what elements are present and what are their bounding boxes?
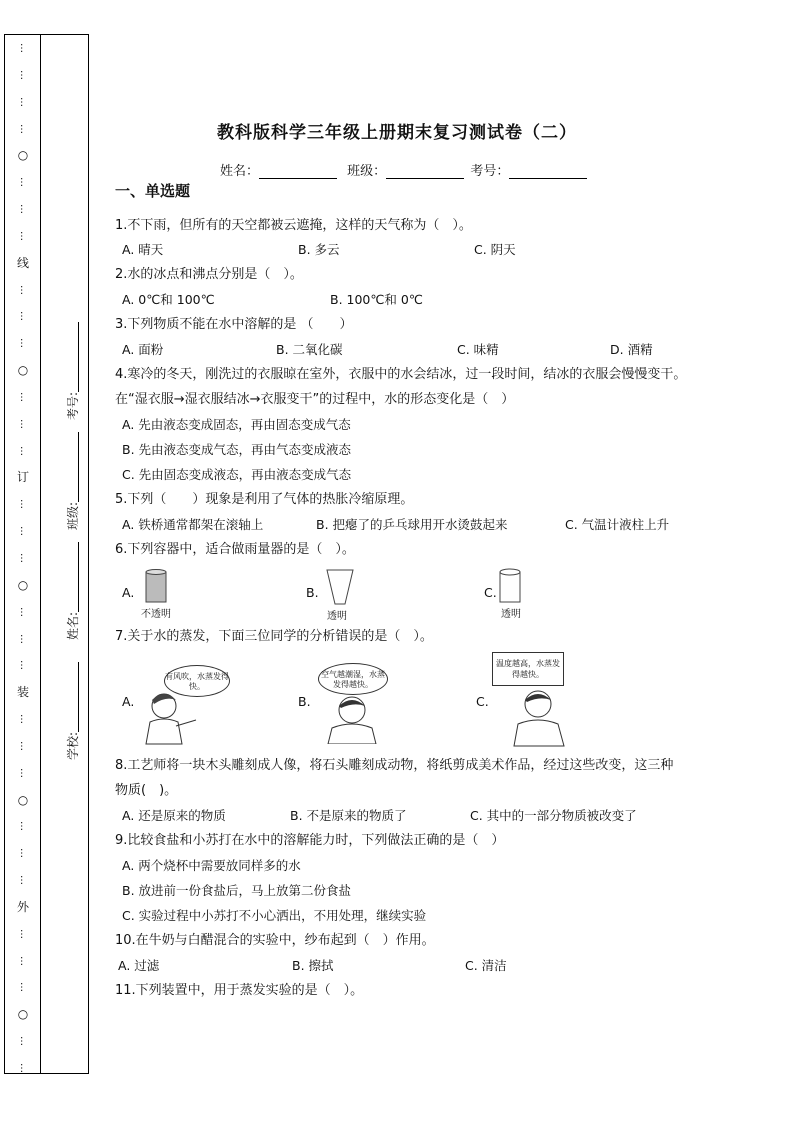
binder-mark-10: … [18,311,29,322]
binder-mark-30: … [18,848,29,859]
question-5-stem: 5.下列（ ）现象是利用了气体的热胀冷缩原理。 [115,492,414,507]
binding-margin-divider [40,34,41,1074]
binder-mark-32: 外 [16,899,29,914]
question-9-option-b[interactable]: B. 放进前一份食盐后，马上放第二份食盐 [122,883,352,898]
section-heading: 一、单选题 [115,182,191,200]
question-3-option-c[interactable]: C. 味精 [457,342,499,357]
binder-mark-14: … [18,418,29,429]
binder-mark-7: … [18,230,29,241]
binder-mark-27: … [18,767,29,778]
name-field[interactable] [259,164,337,179]
page-title: 教科版科学三年级上册期末复习测试卷（二） [217,123,577,143]
question-9-option-c[interactable]: C. 实验过程中小苏打不小心洒出，不用处理，继续实验 [122,908,427,923]
binder-mark-29: … [18,821,29,832]
binder-mark-23: … [18,660,29,671]
question-5-option-a[interactable]: A. 铁桥通常都架在滚轴上 [122,517,264,532]
question-6-option-b[interactable]: B. [306,585,319,600]
binder-mark-16: 订 [16,470,29,485]
binder-mark-19: … [18,553,29,563]
question-8-stem: 8.工艺师将一块木头雕刻成人像，将石头雕刻成动物，将纸剪成美术作品，经过这些改变，这三种 [115,758,674,773]
question-6-caption-b: 透明 [327,611,347,622]
question-6-caption-a: 不透明 [141,609,171,620]
question-1-option-c[interactable]: C. 阴天 [474,242,516,257]
question-7-stem: 7.关于水的蒸发，下面三位同学的分析错误的是（ ）。 [115,629,433,644]
binder-mark-24: 装 [16,685,29,700]
binder-mark-1: … [18,69,29,80]
question-8-stem-continued: 物质( )。 [115,783,178,798]
binder-mark-18: … [18,526,29,537]
question-10-stem: 10.在牛奶与白醋混合的实验中，纱布起到（ ）作用。 [115,933,435,948]
question-4-stem-continued: 在“湿衣服→湿衣服结冰→衣服变干”的过程中，水的形态变化是（ ） [115,392,515,407]
binder-mark-5: … [18,177,29,188]
question-7-option-c[interactable]: C. [476,694,489,709]
binder-mark-35: … [18,982,29,993]
question-9-option-a[interactable]: A. 两个烧杯中需要放同样多的水 [122,858,301,873]
binder-field-name: 姓名: [64,542,79,640]
binder-mark-34: … [18,955,29,966]
exam-no-field[interactable] [509,164,587,179]
binder-mark-13: … [18,391,29,402]
binder-mark-12: ○ [17,363,29,378]
binder-field-school: 学校: [64,662,79,760]
question-7-bubble-b: 空气越潮湿，水蒸发得越快。 [318,663,388,695]
question-3-option-a[interactable]: A. 面粉 [122,342,164,357]
binder-mark-11: … [18,338,29,349]
question-8-option-b[interactable]: B. 不是原来的物质了 [290,808,407,823]
exam-no-label: 考号： [470,164,510,179]
binder-mark-9: … [18,284,29,295]
binder-mark-17: … [18,499,29,510]
question-4-option-c[interactable]: C. 先由固态变成液态，再由液态变成气态 [122,467,352,482]
question-6-caption-c: 透明 [501,609,521,620]
question-6-cup-c-image [497,566,527,606]
question-6-option-a[interactable]: A. [122,585,135,600]
binder-mark-25: … [18,714,29,725]
binder-mark-21: … [18,606,29,617]
binder-mark-2: … [18,96,29,107]
question-6-option-c[interactable]: C. [484,585,497,600]
binder-mark-31: … [18,875,29,886]
question-10-option-c[interactable]: C. 清洁 [465,958,507,973]
binder-mark-36: ○ [17,1007,29,1022]
question-2-stem: 2.水的冰点和沸点分别是（ ）。 [115,267,303,282]
question-1-option-b[interactable]: B. 多云 [298,242,340,257]
question-10-option-b[interactable]: B. 擦拭 [292,958,334,973]
question-3-stem: 3.下列物质不能在水中溶解的是 （ ） [115,317,353,332]
binder-mark-28: ○ [17,792,29,807]
question-7-option-a[interactable]: A. [122,694,135,709]
question-7-student-c-image [504,686,578,748]
binder-mark-4: ○ [17,148,29,163]
binder-field-exam-no: 考号: [64,322,79,420]
binder-mark-37: … [18,1036,29,1047]
binder-mark-6: … [18,204,29,215]
question-9-stem: 9.比较食盐和小苏打在水中的溶解能力时，下列做法正确的是（ ） [115,833,505,848]
binder-field-class: 班级: [64,432,79,530]
binder-mark-15: … [18,445,29,456]
binder-mark-0: … [18,43,29,53]
binder-mark-8: 线 [16,255,29,270]
question-8-option-a[interactable]: A. 还是原来的物质 [122,808,226,823]
question-3-option-b[interactable]: B. 二氧化碳 [276,342,343,357]
class-field[interactable] [386,164,464,179]
question-5-option-b[interactable]: B. 把瘪了的乒乓球用开水烫鼓起来 [316,517,508,532]
question-6-cup-b-image [323,566,363,610]
question-5-option-c[interactable]: C. 气温计液柱上升 [565,517,670,532]
question-4-option-a[interactable]: A. 先由液态变成固态，再由固态变成气态 [122,417,351,432]
question-4-stem: 4.寒冷的冬天，刚洗过的衣服晾在室外，衣服中的水会结冰，过一段时间，结冰的衣服会慢慢变干。 [115,367,687,382]
question-10-option-a[interactable]: A. 过滤 [118,958,160,973]
question-2-option-a[interactable]: A. 0℃和 100℃ [122,292,215,307]
question-3-option-d[interactable]: D. 酒精 [610,342,653,357]
class-label: 班级： [347,164,387,179]
question-7-bubble-c: 温度越高，水蒸发得越快。 [492,652,564,686]
name-label: 姓名： [220,164,260,179]
binder-mark-33: … [18,928,29,939]
question-2-option-b[interactable]: B. 100℃和 0℃ [330,292,423,307]
question-4-option-b[interactable]: B. 先由液态变成气态，再由气态变成液态 [122,442,352,457]
binder-mark-20: ○ [17,577,29,592]
question-6-stem: 6.下列容器中，适合做雨量器的是（ ）。 [115,542,355,557]
student-info-line [220,160,587,179]
binder-mark-3: … [18,123,29,134]
binder-mark-38: … [18,1063,29,1073]
question-7-student-b-image [318,694,388,744]
question-1-stem: 1.不下雨，但所有的天空都被云遮掩，这样的天气称为（ ）。 [115,218,472,233]
question-11-stem: 11.下列装置中，用于蒸发实验的是（ ）。 [115,983,364,998]
question-7-student-a-image [136,690,206,746]
binder-mark-22: … [18,633,29,644]
binder-mark-26: … [18,740,29,751]
question-7-bubble-a: 有风吹，水蒸发得快。 [164,665,230,697]
question-1-option-a[interactable]: A. 晴天 [122,242,164,257]
question-8-option-c[interactable]: C. 其中的一部分物质被改变了 [470,808,637,823]
question-7-option-b[interactable]: B. [298,694,311,709]
